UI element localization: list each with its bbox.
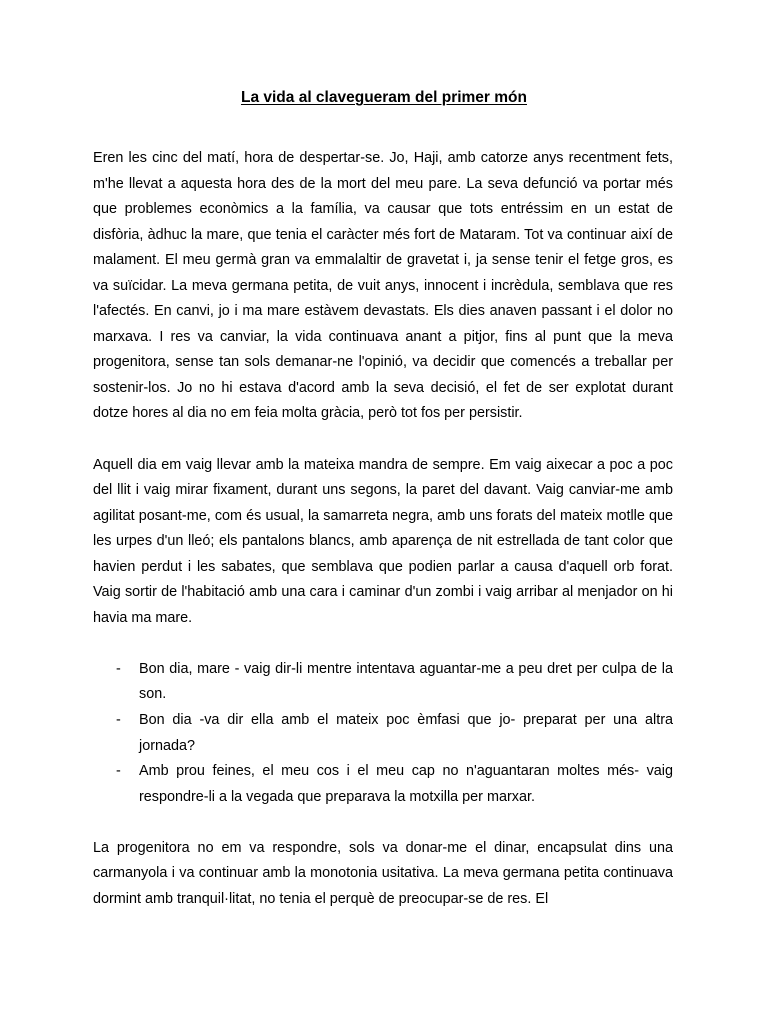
dialogue-list: [93, 657, 673, 810]
paragraph-3: La progenitora no em va respondre, sols va donar-me el dinar, encapsulat dins una carmanyola i va continuar amb la monotonia usitativa. La meva germana petita continuava dormint amb tranquil·litat, no tenia el perquè de preocupar-se de res. El: [93, 839, 673, 907]
dialogue-line-2: [93, 708, 673, 759]
document-body: [93, 146, 673, 938]
dialogue-text: Bon dia -va dir ella amb el mateix poc èmfasi que jo- preparat per una altra jornada?: [139, 712, 673, 754]
dialogue-line-3: [93, 759, 673, 810]
dialogue-text: Bon dia, mare - vaig dir-li mentre intentava aguantar-me a peu dret per culpa de la son.: [139, 660, 673, 703]
dialogue-dash: -: [116, 712, 121, 729]
dialogue-text: Amb prou feines, el meu cos i el meu cap no n'aguantaran moltes més- vaig respondre-li a la vegada que preparava la motxilla per marxar.: [139, 763, 673, 805]
paragraph-2: Aquell dia em vaig llevar amb la mateixa mandra de sempre. Em vaig aixecar a poc a poc del llit i vaig mirar fixament, durant uns segons, la paret del davant. Vaig canviar-me amb agilitat posant-me, com és usual, la samarreta negra, amb uns forats del mateix motlle que les urpes d'un lleó; els pantalons blancs, amb aparença de nit estrellada de tant color que havien perdut i les sabates, que semblava que podien parlar a causa d'aquell orb forat. Vaig sortir de l'habitació amb una cara i caminar d'un zombi i vaig arribar al menjador on hi havia ma mare.: [93, 456, 673, 626]
paragraph-1: Eren les cinc del matí, hora de despertar-se. Jo, Haji, amb catorze anys recentment fets, m'he llevat a aquesta hora des de la mort del meu pare. La seva defunció va portar més que problemes econòmics a la família, va causar que tots entréssim en un estat de disfòria, àdhuc la mare, que tenia el caràcter més fort de Mataram. Tot va continuar així de malament. El meu germà gran va emmalaltir de gravetat i, ja sense tenir el fetge gros, es va suïcidar. La meva germana petita, de vuit anys, innocent i incrèdula, semblava que res l'afectés. En canvi, jo i ma mare estàvem devastats. Els dies anaven passant i el dolor no marxava. I res va canviar, la vida continuava anant a pitjor, fins al punt que la meva progenitora, sense tan sols demanar-ne l'opinió, va decidir que comencés a treballar per sostenir-los. Jo no hi estava d'acord amb la seva decisió, el fet de ser explotat durant dotze hores al dia no em feia molta gràcia, però tot fos per persistir.: [93, 150, 673, 422]
document-title: La vida al clavegueram del primer món: [240, 89, 527, 106]
dialogue-dash: -: [116, 763, 121, 780]
dialogue-line-1: [93, 657, 673, 708]
dialogue-dash: -: [116, 660, 121, 677]
